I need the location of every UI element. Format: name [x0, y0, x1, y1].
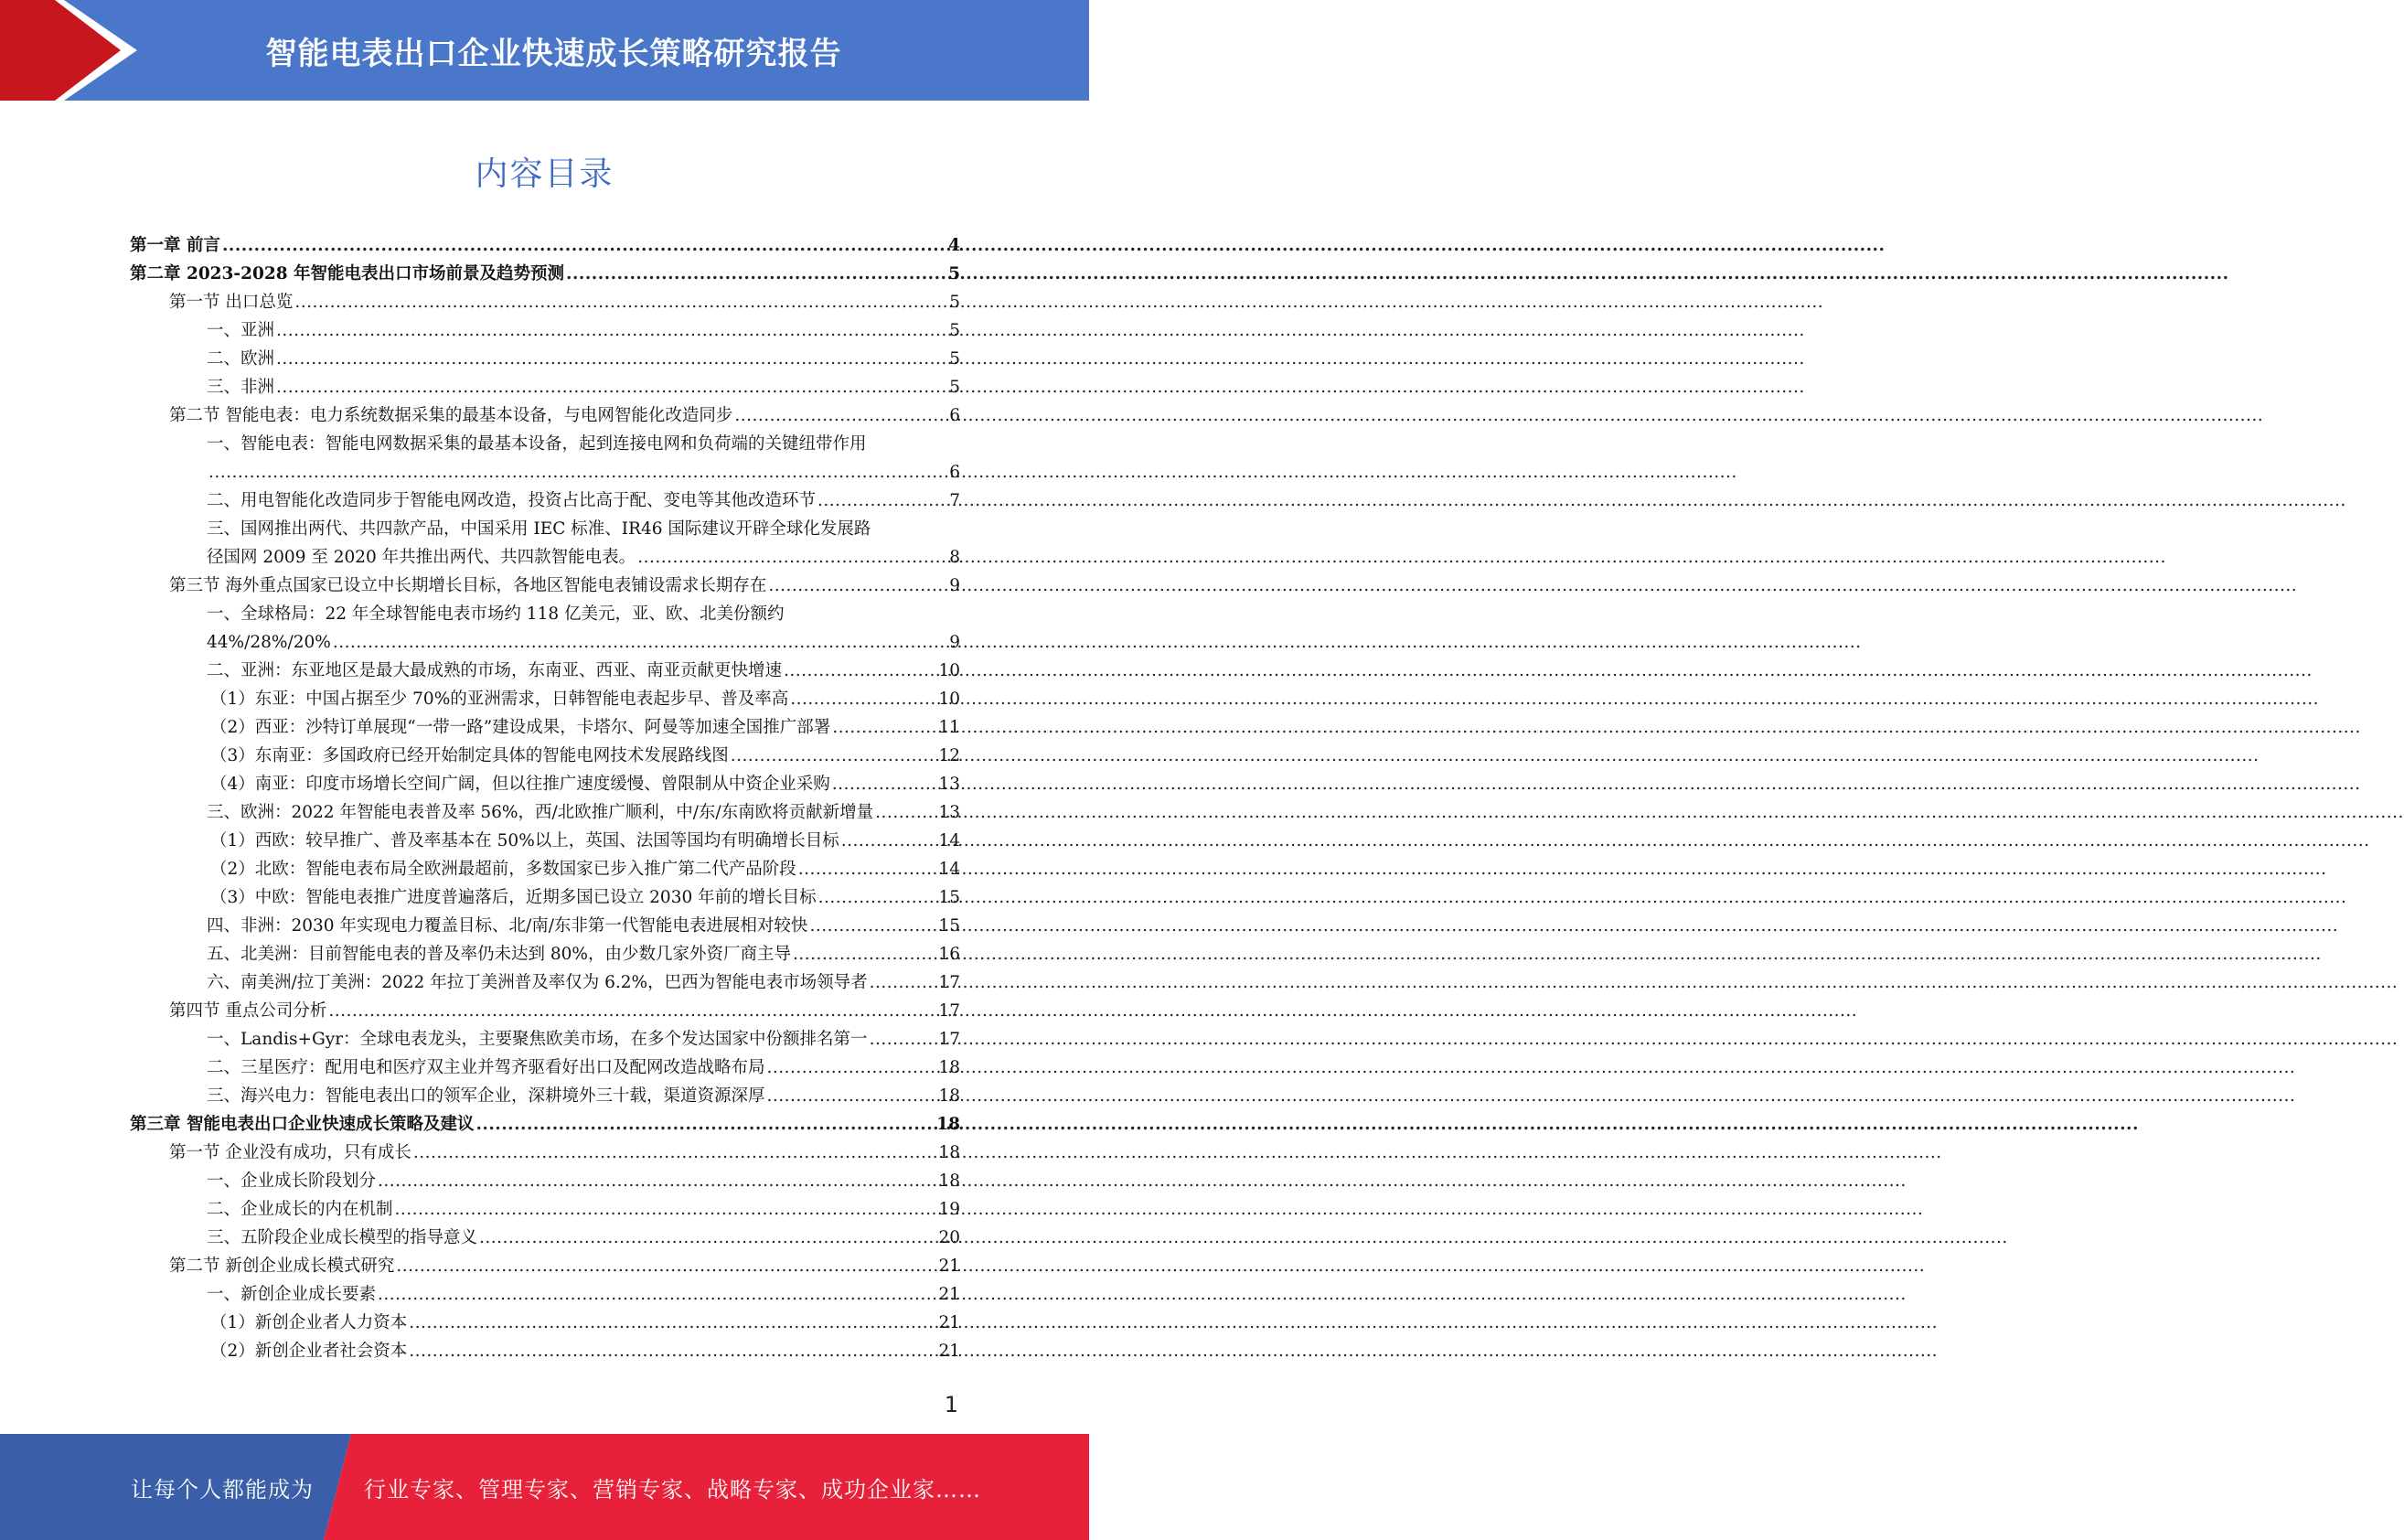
toc-entry-item[interactable]: （2）西亚：沙特订单展现“一带一路”建设成果，卡塔尔、阿曼等加速全国推广部署 ..... 11: [130, 713, 960, 742]
toc-entry-subsection[interactable]: 六、南美洲/拉丁美洲：2022 年拉丁美洲普及率仅为 6.2%，巴西为智能电表市场领导者 ..... 17: [130, 968, 960, 997]
toc-entry-continuation[interactable]: 44%/28%/20% ..... 9: [130, 628, 960, 657]
toc-entry-subsection[interactable]: 一、企业成长阶段划分 ..... 18: [130, 1167, 960, 1195]
toc-entry-subsection[interactable]: 三、五阶段企业成长模型的指导意义 ..... 20: [130, 1224, 960, 1252]
toc-entry-subsection[interactable]: 四、非洲：2030 年实现电力覆盖目标、北/南/东非第一代智能电表进展相对较快 ..... 15: [130, 912, 960, 940]
toc-entry-item[interactable]: （2）北欧：智能电表布局全欧洲最超前，多数国家已步入推广第二代产品阶段 ..... 14: [130, 855, 960, 883]
toc-entry-section[interactable]: 第二节 新创企业成长模式研究 ..... 21: [130, 1252, 960, 1280]
toc-entry-continuation[interactable]: 径国网 2009 至 2020 年共推出两代、共四款智能电表。 ..... 8: [130, 543, 960, 572]
red-chevron-icon: [0, 0, 137, 101]
table-of-contents: [130, 231, 960, 1365]
toc-entry-subsection[interactable]: 二、企业成长的内在机制 ..... 19: [130, 1195, 960, 1224]
toc-entry-subsection[interactable]: 一、智能电表：智能电网数据采集的最基本设备，起到连接电网和负荷端的关键纽带作用: [207, 434, 867, 454]
toc-entry-subsection[interactable]: 一、全球格局：22 年全球智能电表市场约 118 亿美元，亚、欧、北美份额约: [207, 604, 785, 624]
toc-entry-chapter-1[interactable]: 第一章 前言 ..... 4: [130, 231, 960, 260]
toc-entry-subsection[interactable]: 三、国网推出两代、共四款产品，中国采用 IEC 标准、IR46 国际建议开辟全球化发展路: [207, 519, 871, 539]
footer-slogan-right: 行业专家、管理专家、营销专家、战略专家、成功企业家……: [364, 1476, 981, 1503]
toc-entry-item[interactable]: （1）西欧：较早推广、普及率基本在 50%以上，英国、法国等国均有明确增长目标 ..... 14: [130, 827, 960, 855]
toc-entry-continuation[interactable]: ..... 6: [130, 458, 960, 487]
footer-slogan-left: 让每个人都能成为: [131, 1476, 314, 1503]
toc-entry-subsection[interactable]: 二、用电智能化改造同步于智能电网改造，投资占比高于配、变电等其他改造环节 ..... 7: [130, 487, 960, 515]
toc-entry-subsection[interactable]: 三、非洲 ..... 5: [130, 373, 960, 401]
toc-entry-subsection[interactable]: 三、欧洲：2022 年智能电表普及率 56%，西/北欧推广顺利，中/东/东南欧将贡献新增量 ..... 13: [130, 798, 960, 827]
toc-entry-section[interactable]: 第一节 企业没有成功，只有成长 ..... 18: [130, 1139, 960, 1167]
toc-entry-section[interactable]: 第三节 海外重点国家已设立中长期增长目标，各地区智能电表铺设需求长期存在 ..... 9: [130, 572, 960, 600]
report-title: 智能电表出口企业快速成长策略研究报告: [265, 35, 842, 72]
toc-entry-subsection[interactable]: 一、新创企业成长要素 ..... 21: [130, 1280, 960, 1309]
toc-heading: 内容目录: [475, 155, 614, 193]
toc-entry-subsection[interactable]: 五、北美洲：目前智能电表的普及率仍未达到 80%，由少数几家外资厂商主导 ..... 16: [130, 940, 960, 968]
toc-entry-section[interactable]: 第一节 出口总览 ..... 5: [130, 288, 960, 316]
toc-entry-item[interactable]: （1）新创企业者人力资本 ..... 21: [130, 1309, 960, 1337]
footer-banner: [0, 1434, 1089, 1540]
toc-entry-item[interactable]: （2）新创企业者社会资本 ..... 21: [130, 1337, 960, 1365]
toc-entry-item[interactable]: （1）东亚：中国占据至少 70%的亚洲需求，日韩智能电表起步早、普及率高 ..... 10: [130, 685, 960, 713]
toc-entry-section[interactable]: 第四节 重点公司分析 ..... 17: [130, 997, 960, 1025]
toc-entry-chapter-2[interactable]: 第二章 2023-2028 年智能电表出口市场前景及趋势预测 ..... 5: [130, 260, 960, 288]
toc-entry-subsection[interactable]: 一、Landis+Gyr：全球电表龙头，主要聚焦欧美市场，在多个发达国家中份额排名第一 ..... 17: [130, 1025, 960, 1053]
toc-entry-subsection[interactable]: 二、亚洲：东亚地区是最大最成熟的市场，东南亚、西亚、南亚贡献更快增速 ..... 10: [130, 657, 960, 685]
toc-entry-subsection[interactable]: 二、三星医疗：配用电和医疗双主业并驾齐驱看好出口及配网改造战略布局 ..... 18: [130, 1053, 960, 1082]
page-number: 1: [944, 1392, 958, 1417]
report-header: [0, 0, 1089, 101]
toc-entry-subsection[interactable]: 三、海兴电力：智能电表出口的领军企业，深耕境外三十载，渠道资源深厚 ..... 18: [130, 1082, 960, 1110]
toc-entry-subsection[interactable]: 二、欧洲 ..... 5: [130, 345, 960, 373]
toc-entry-item[interactable]: （3）中欧：智能电表推广进度普遍落后，近期多国已设立 2030 年前的增长目标 ..... 15: [130, 883, 960, 912]
toc-entry-section[interactable]: 第二节 智能电表：电力系统数据采集的最基本设备，与电网智能化改造同步 ..... 6: [130, 401, 960, 430]
toc-entry-item[interactable]: （3）东南亚：多国政府已经开始制定具体的智能电网技术发展路线图 ..... 12: [130, 742, 960, 770]
toc-entry-item[interactable]: （4）南亚：印度市场增长空间广阔，但以往推广速度缓慢、曾限制从中资企业采购 ..... 13: [130, 770, 960, 798]
toc-entry-subsection[interactable]: 一、亚洲 ..... 5: [130, 316, 960, 345]
toc-entry-chapter-3[interactable]: 第三章 智能电表出口企业快速成长策略及建议 ..... 18: [130, 1110, 960, 1139]
